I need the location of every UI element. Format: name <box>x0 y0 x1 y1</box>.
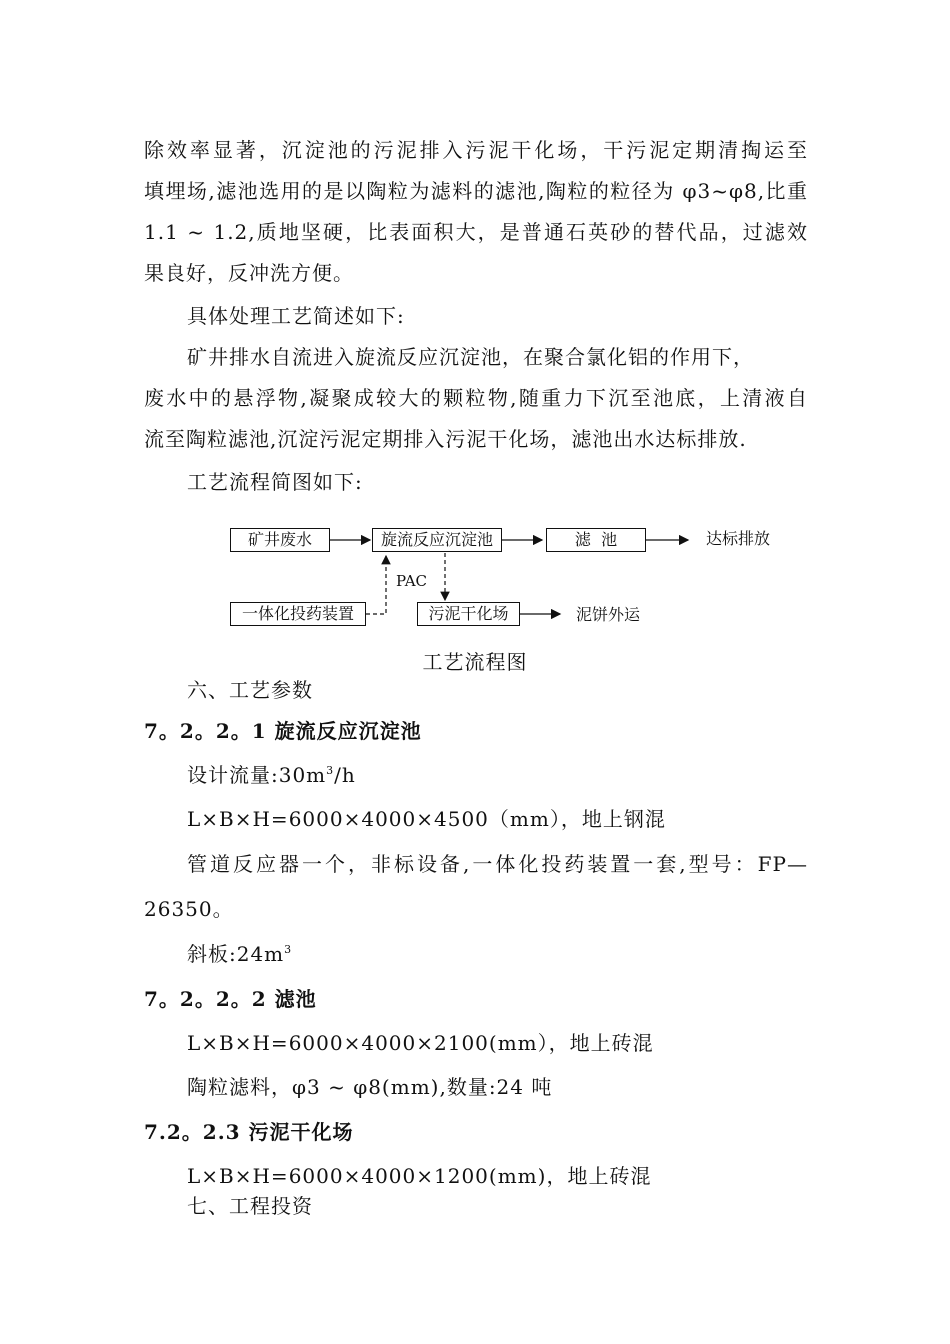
subsection-heading: 7。2。2。2 滤池 <box>144 987 317 1011</box>
subsection-heading: 7.2。2.3 污泥干化场 <box>144 1120 354 1144</box>
paragraph-line: 矿井排水自流进入旋流反应沉淀池，在聚合氯化铝的作用下， <box>187 345 754 369</box>
section-heading: 六、工艺参数 <box>187 678 313 702</box>
box-filter: 滤 池 <box>546 528 646 552</box>
parameter-line: L×B×H=6000×4000×4500（mm），地上钢混 <box>187 807 666 831</box>
subsection-heading: 7。2。2。1 旋流反应沉淀池 <box>144 719 422 743</box>
paragraph-line: 工艺流程简图如下: <box>187 470 363 494</box>
label-cake-transport: 泥饼外运 <box>576 605 641 624</box>
paragraph-line: 果良好，反冲洗方便。 <box>144 261 354 285</box>
parameter-line: 设计流量$:30m^3/h$ <box>187 763 356 787</box>
paragraph-line: 废水中的悬浮物,凝聚成较大的颗粒物,随重力下沉至池底，上清液自 <box>144 386 808 410</box>
box-sludge-drying: 污泥干化场 <box>417 602 520 626</box>
box-sedimentation-tank: 旋流反应沉淀池 <box>372 528 502 552</box>
paragraph-line: 1.1 ~ 1.2,质地坚硬，比表面积大，是普通石英砂的替代品，过滤效 <box>144 220 808 244</box>
diagram-caption: 工艺流程图 <box>422 650 528 674</box>
paragraph-line: 除效率显著，沉淀池的污泥排入污泥干化场，干污泥定期清掏运至 <box>144 138 808 162</box>
parameter-line: 26350。 <box>144 897 234 921</box>
label-discharge: 达标排放 <box>706 529 771 548</box>
parameter-line: L×B×H=6000×4000×2100(mm），地上砖混 <box>187 1031 654 1055</box>
process-flow-diagram <box>220 516 810 636</box>
paragraph-line: 填埋场,滤池选用的是以陶粒为滤料的滤池,陶粒的粒径为 φ3~φ8,比重 <box>144 179 808 203</box>
paragraph-line: 流至陶粒滤池,沉淀污泥定期排入污泥干化场，滤池出水达标排放. <box>144 427 747 451</box>
parameter-line: 陶粒滤料，φ3 ~ φ8(mm),数量:24 吨 <box>187 1075 553 1099</box>
section-heading: 七、工程投资 <box>187 1194 313 1218</box>
box-mine-water: 矿井废水 <box>230 528 330 552</box>
label-pac: PAC <box>396 572 428 590</box>
parameter-line: 管道反应器一个，非标设备,一体化投药装置一套,型号：FP— <box>187 852 808 876</box>
paragraph-line: 具体处理工艺简述如下: <box>187 304 405 328</box>
parameter-line: L×B×H=6000×4000×1200(mm)，地上砖混 <box>187 1164 652 1188</box>
box-dosing-device: 一体化投药装置 <box>230 602 366 626</box>
parameter-line: 斜板$:24m^3$ <box>187 942 293 966</box>
